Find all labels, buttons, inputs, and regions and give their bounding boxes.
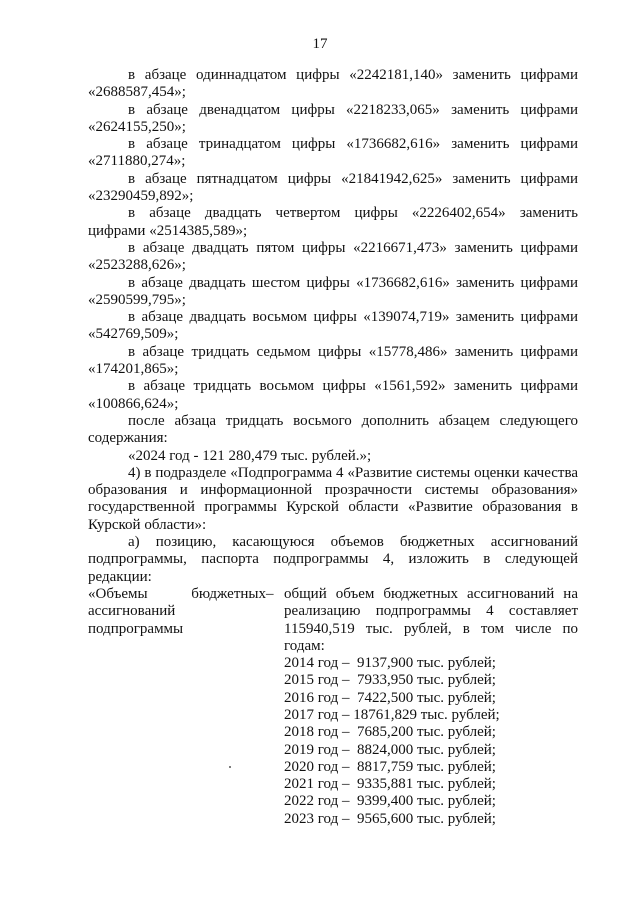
amendment-line: в абзаце тридцать восьмом цифры «1561,592» заменить цифрами [128,378,578,395]
amendment-line: в абзаце двадцать шестом цифры «1736682,616» заменить цифрами [128,274,578,291]
amendment-line: в абзаце двенадцатом цифры «2218233,065» заменить цифрами [128,101,578,118]
amendment-paragraph [88,136,578,171]
amendment-paragraph [88,240,578,275]
year-list-item: 2020 год – 8817,759 тыс. рублей; [284,758,496,775]
amendment-line: в абзаце двадцать восьмом цифры «139074,719» заменить цифрами [128,309,578,326]
document-body [88,67,578,828]
year-list-item: 2015 год – 7933,950 тыс. рублей; [284,672,496,689]
year-list-item: 2022 год – 9399,400 тыс. рублей; [284,793,496,810]
amendment-paragraph [88,413,578,448]
amendment-line: в абзаце тридцать седьмом цифры «15778,486» заменить цифрами [128,343,578,360]
budget-allocation-table [88,586,578,828]
table-dash: – [266,585,274,602]
amendment-paragraph [88,67,578,102]
year-list [284,655,578,828]
year-list-item: 2021 год – 9335,881 тыс. рублей; [284,776,496,793]
amendment-paragraph [88,102,578,137]
amendment-line-continuation: «23290459,892»; [88,188,194,205]
amendment-line-continuation: «2688587,454»; [88,84,186,101]
year-list-item: 2023 год – 9565,600 тыс. рублей; [284,810,496,827]
amendment-line: в абзаце тринадцатом цифры «1736682,616» заменить цифрами [128,136,578,153]
item-a-paragraph: а) позицию, касающуюся объемов бюджетных ассигнований подпрограммы, паспорта подпрограммы 4, изложить в следующей редакции: [88,534,578,585]
amendment-paragraph [88,171,578,206]
quote-2024: «2024 год - 121 280,479 тыс. рублей.»; [128,447,372,464]
amendment-line: в абзаце двадцать пятом цифры «2216671,473» заменить цифрами [128,239,578,256]
amendment-line-continuation: «100866,624»; [88,395,179,412]
amendment-paragraph [88,309,578,344]
amendment-line-continuation: «174201,865»; [88,361,179,378]
amendment-list [88,67,578,448]
year-list-item: 2016 год – 7422,500 тыс. рублей; [284,689,496,706]
item-4-paragraph: 4) в подразделе «Подпрограмма 4 «Развитие системы оценки качества образования и информационной прозрачности системы образования» государственной программы Курской области «Развитие образования в Курской области»: [88,464,578,533]
amendment-line: в абзаце двадцать четвертом цифры «2226402,654» заменить [128,205,578,222]
amendment-line-continuation: «542769,509»; [88,326,179,343]
stray-mark [229,766,231,768]
amendment-line-continuation: цифрами «2514385,589»; [88,222,248,239]
amendment-line-continuation: «2711880,274»; [88,153,186,170]
amendment-paragraph [88,378,578,413]
table-intro: общий объем бюджетных ассигнований на реализацию подпрограммы 4 составляет 115940,519 тыс. рублей, в том числе по годам: [284,585,578,654]
amendment-line: в абзаце пятнадцатом цифры «21841942,625» заменить цифрами [128,170,578,187]
page-number: 17 [312,36,328,52]
amendment-line-continuation: «2523288,626»; [88,257,186,274]
table-right-cell [284,586,578,828]
year-list-item: 2019 год – 8824,000 тыс. рублей; [284,741,496,758]
amendment-line-continuation: содержания: [88,430,168,447]
amendment-paragraph [88,205,578,240]
year-list-item: 2018 год – 7685,200 тыс. рублей; [284,724,496,741]
amendment-line-continuation: «2624155,250»; [88,118,186,135]
year-list-item: 2017 год – 18761,829 тыс. рублей; [284,706,500,723]
amendment-line-continuation: «2590599,795»; [88,291,186,308]
amendment-line: в абзаце одиннадцатом цифры «2242181,140» заменить цифрами [128,67,578,83]
year-list-item: 2014 год – 9137,900 тыс. рублей; [284,655,496,672]
amendment-paragraph [88,344,578,379]
amendment-line: после абзаца тридцать восьмого дополнить абзацем следующего [128,412,578,429]
amendment-paragraph [88,275,578,310]
table-left-label: «Объемы бюджетных ассигнований подпрограммы [88,585,266,637]
